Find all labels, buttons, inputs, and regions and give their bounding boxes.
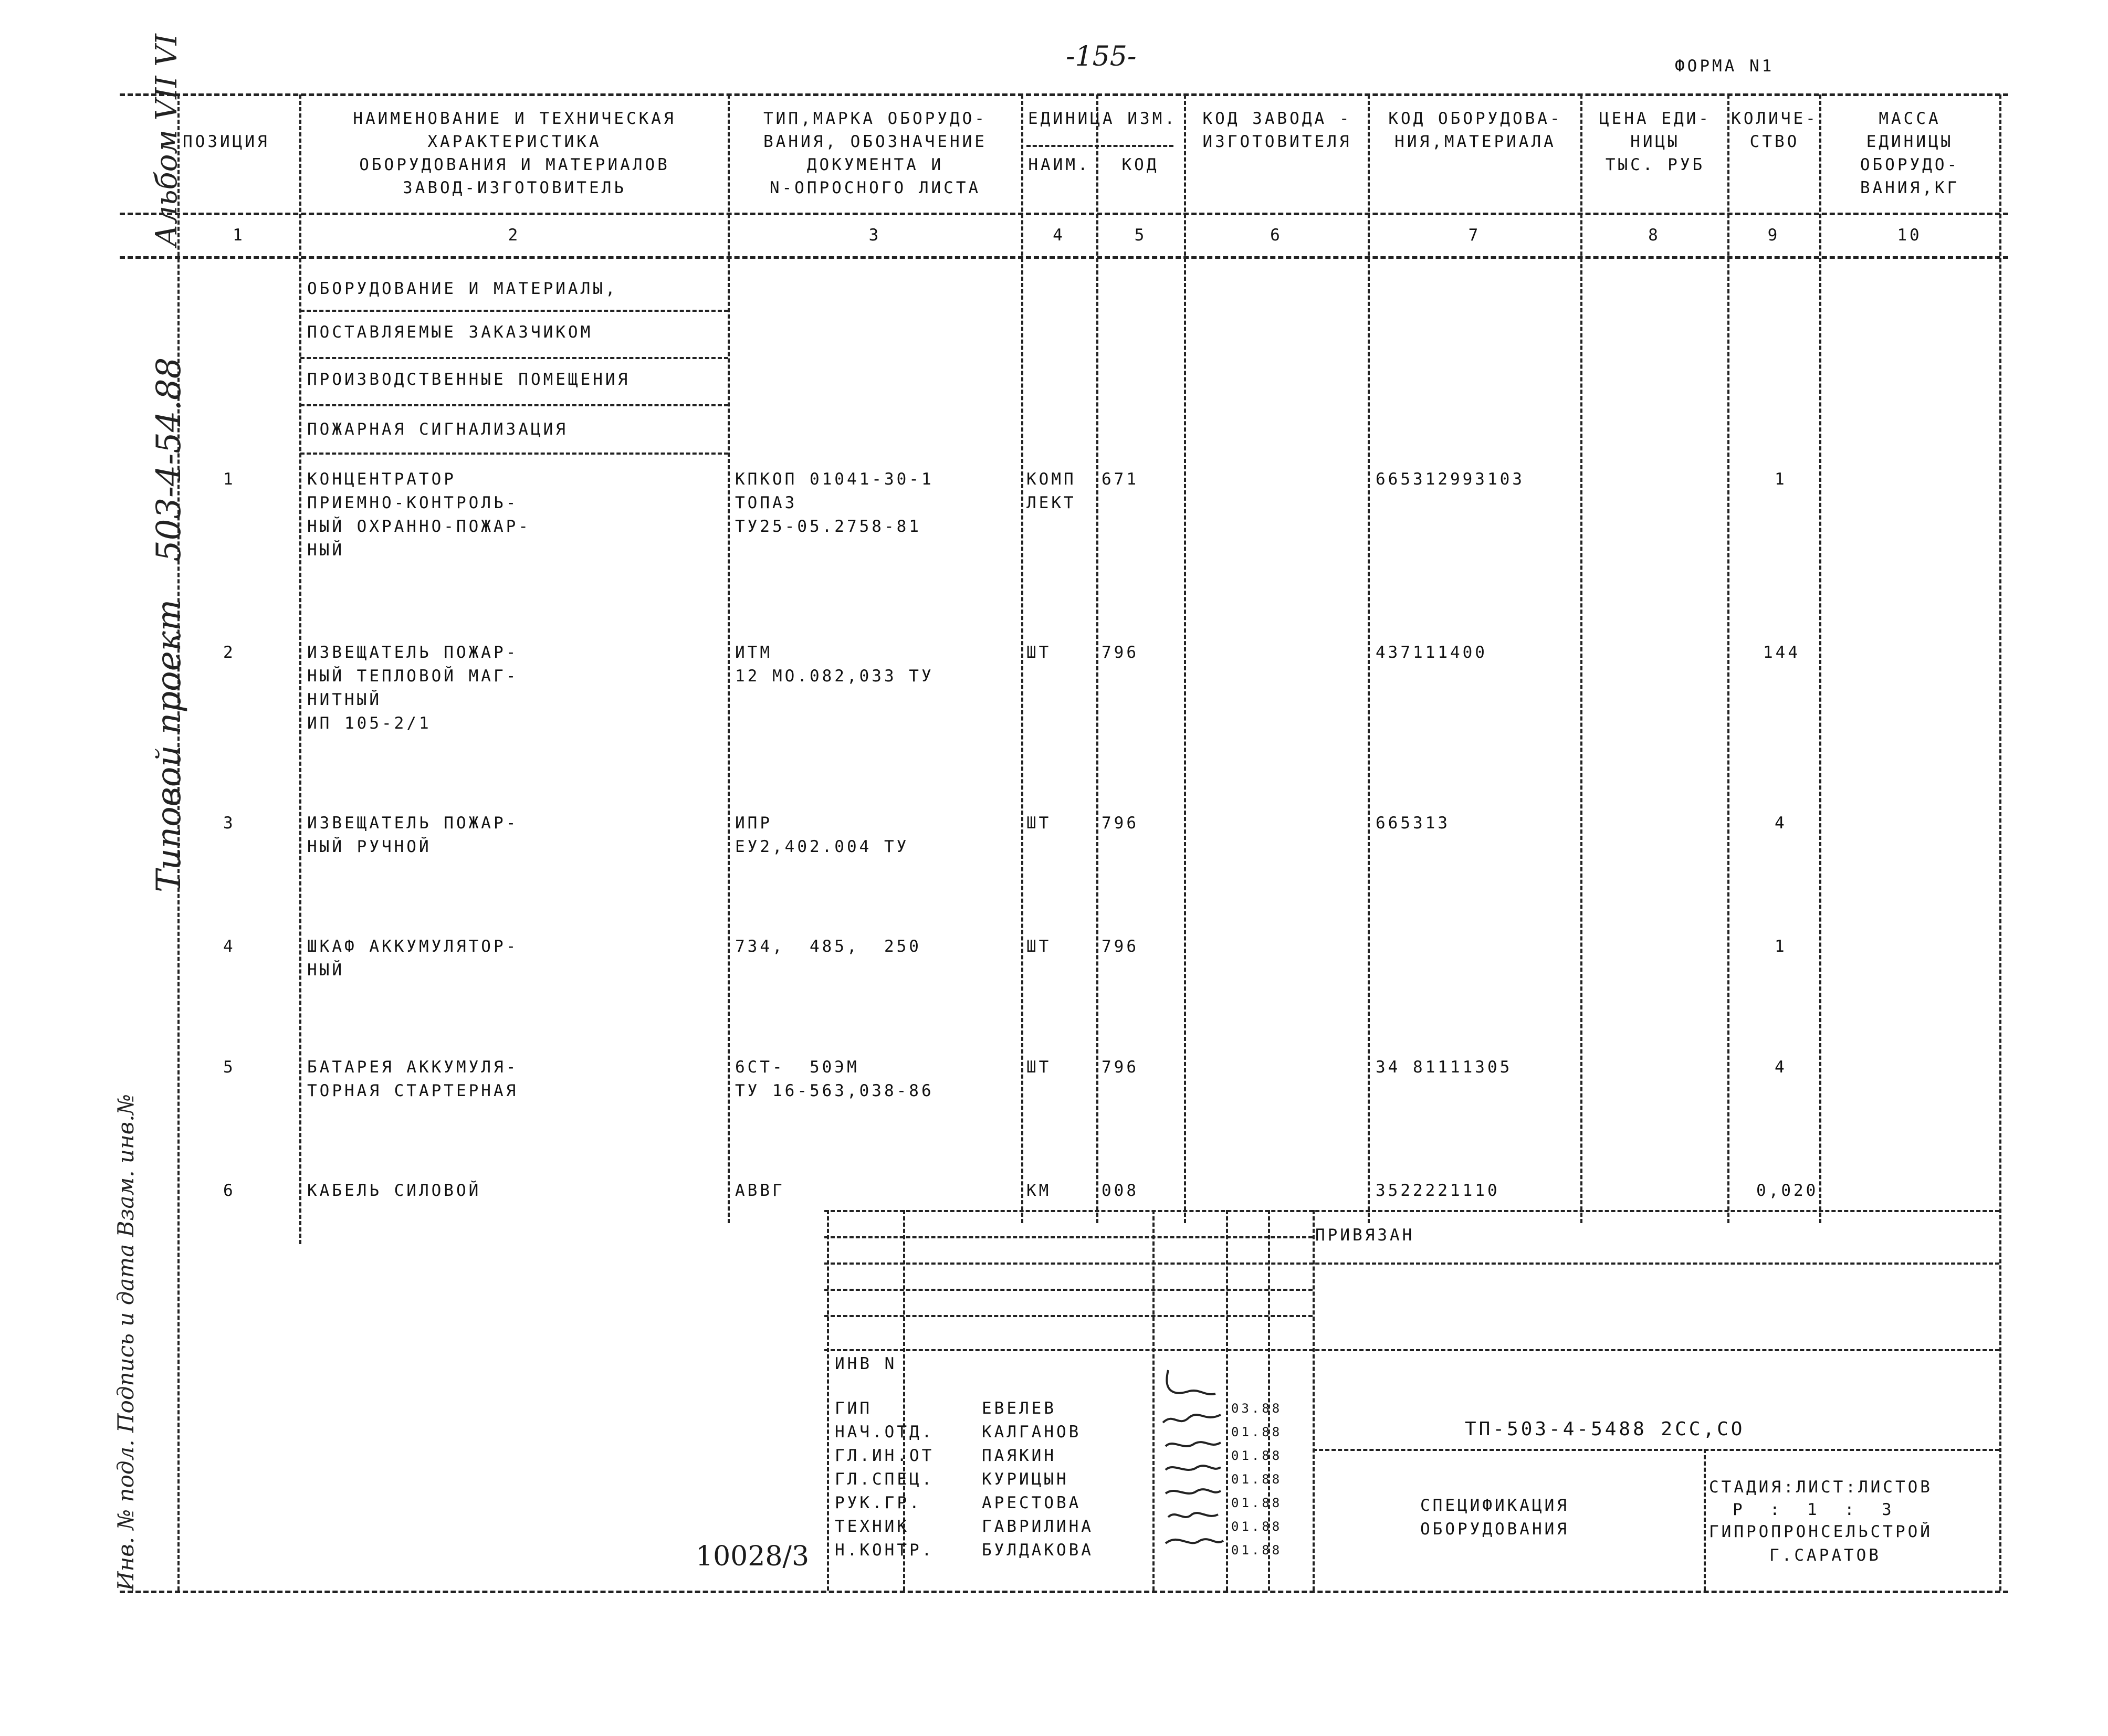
colnum-5: 5 [1134,226,1147,245]
section-divider-3 [300,404,728,406]
tb-line-6 [824,1349,1999,1351]
colnum-bottom-line [120,256,2008,259]
row4-type-1: 734, 485, 250 [735,937,921,956]
header-col5: КОД [1121,155,1159,174]
signer-name-5: АРЕСТОВА [982,1493,1082,1512]
header-col10-line1: МАССА [1879,109,1941,128]
doc-title-1: СПЕЦИФИКАЦИЯ [1420,1496,1569,1515]
col-sep-6 [1368,94,1370,1223]
row1-pos: 1 [223,470,236,489]
signer-date-5: 01.88 [1231,1496,1283,1510]
row3-name-2: НЫЙ РУЧНОЙ [307,837,432,856]
stage-values: Р : 1 : 3 [1733,1500,1894,1519]
row2-qty: 144 [1763,643,1800,662]
tb-inv-label: ИНВ N [835,1354,897,1373]
row3-qty: 4 [1775,814,1787,833]
section-divider-1 [300,310,728,312]
header-col7-line2: НИЯ,МАТЕРИАЛА [1394,132,1556,151]
frame-top-line [120,93,2008,96]
row3-name-1: ИЗВЕЩАТЕЛЬ ПОЖАР- [307,814,519,833]
row2-name-4: ИП 105-2/1 [307,714,432,733]
row1-type-2: ТОПАЗ [735,493,798,512]
row2-type-2: 12 МО.082,033 ТУ [735,667,934,686]
colnum-10: 10 [1897,226,1922,245]
header-col6-line1: КОД ЗАВОДА - [1202,109,1352,128]
header-col8-line1: ЦЕНА ЕДИ- [1599,109,1711,128]
row1-type-1: КПКОП 01041-30-1 [735,470,934,489]
header-col10-line4: ВАНИЯ,КГ [1860,178,1960,197]
tb-line-3 [824,1262,1999,1265]
header-col3-line4: N-ОПРОСНОГО ЛИСТА [769,178,981,197]
signer-name-3: ПАЯКИН [982,1446,1056,1465]
row2-pos: 2 [223,643,236,662]
row6-code: 008 [1102,1181,1139,1200]
section-divider-4 [300,453,728,455]
row5-code: 796 [1102,1058,1139,1077]
row6-unit-1: КМ [1026,1181,1052,1200]
signer-role-1: ГИП [835,1399,872,1418]
row1-equip-code: 665312993103 [1376,470,1525,489]
tb-vsep-0 [827,1210,829,1591]
form-label: ФОРМА N1 [1675,57,1775,76]
row4-unit-1: ШТ [1026,937,1052,956]
frame-bottom-line [120,1591,2008,1593]
header-col4: НАИМ. [1028,155,1090,174]
row6-qty: 0,020 [1756,1181,1819,1200]
header-col9-line1: КОЛИЧЕ- [1731,109,1818,128]
page-number: -155- [1066,41,1137,72]
header-col2-line2: ХАРАКТЕРИСТИКА [427,132,602,151]
row6-pos: 6 [223,1181,236,1200]
archive-number: 10028/3 [696,1541,810,1572]
header-col2-line3: ОБОРУДОВАНИЯ И МАТЕРИАЛОВ [359,155,670,174]
colnum-9: 9 [1767,226,1780,245]
signer-name-6: ГАВРИЛИНА [982,1517,1094,1536]
row5-equip-code: 34 81111305 [1376,1058,1513,1077]
section-title-2: ПОСТАВЛЯЕМЫЕ ЗАКАЗЧИКОМ [307,323,593,342]
colnum-4: 4 [1053,226,1065,245]
row1-unit-2: ЛЕКТ [1026,493,1076,512]
col-sep-1 [299,94,301,1244]
row5-pos: 5 [223,1058,236,1077]
row2-name-1: ИЗВЕЩАТЕЛЬ ПОЖАР- [307,643,519,662]
colnum-7: 7 [1468,226,1481,245]
row5-type-1: 6СТ- 50ЭМ [735,1058,859,1077]
header-col10-line3: ОБОРУДО- [1860,155,1960,174]
header-col45: ЕДИНИЦА ИЗМ. [1028,109,1177,128]
section-title-4: ПОЖАРНАЯ СИГНАЛИЗАЦИЯ [307,420,568,439]
signer-name-4: КУРИЦЫН [982,1470,1069,1489]
header-col3-line2: ВАНИЯ, ОБОЗНАЧЕНИЕ [763,132,987,151]
row2-type-1: ИТМ [735,643,772,662]
colnum-3: 3 [868,226,882,245]
signer-role-6: ТЕХНИК [835,1517,909,1536]
signer-date-2: 01.88 [1231,1425,1283,1439]
row1-name-3: НЫЙ ОХРАННО-ПОЖАР- [307,517,531,536]
tb-line-4 [824,1289,1313,1291]
row2-equip-code: 437111400 [1376,643,1487,662]
row4-name-2: НЫЙ [307,961,344,980]
row1-code: 671 [1102,470,1139,489]
signer-role-2: НАЧ.ОТД. [835,1423,935,1442]
header-col6-line2: ИЗГОТОВИТЕЛЯ [1202,132,1352,151]
album-label: Альбом VII VI [150,34,184,247]
row3-code: 796 [1102,814,1139,833]
header-col7-line1: КОД ОБОРУДОВА- [1388,109,1562,128]
col-sep-10 [1999,94,2001,1591]
section-title-1: ОБОРУДОВАНИЕ И МАТЕРИАЛЫ, [307,279,618,298]
row5-qty: 4 [1775,1058,1787,1077]
doc-title-2: ОБОРУДОВАНИЯ [1420,1520,1569,1539]
row5-type-2: ТУ 16-563,038-86 [735,1081,934,1100]
row2-unit-1: ШТ [1026,643,1052,662]
signer-date-3: 01.88 [1231,1448,1283,1463]
tb-line-2 [824,1236,1313,1238]
signer-role-5: РУК.ГР. [835,1493,922,1512]
tb-vsep-5 [1313,1210,1315,1591]
colnum-6: 6 [1270,226,1283,245]
signer-name-2: КАЛГАНОВ [982,1423,1082,1442]
signer-name-7: БУЛДАКОВА [982,1541,1094,1560]
row4-code: 796 [1102,937,1139,956]
signer-date-1: 03.88 [1231,1401,1283,1416]
row3-equip-code: 665313 [1376,814,1450,833]
doc-code: ТП-503-4-5488 2СС,СО [1465,1418,1745,1440]
row4-name-1: ШКАФ АККУМУЛЯТОР- [307,937,519,956]
signer-role-3: ГЛ.ИН.ОТ [835,1446,935,1465]
tb-vsep-2 [1152,1210,1155,1591]
signer-date-7: 01.88 [1231,1543,1283,1558]
row2-name-3: НИТНЫЙ [307,690,382,709]
row3-pos: 3 [223,814,236,833]
row5-unit-1: ШТ [1026,1058,1052,1077]
tb-vsep-6 [1704,1449,1706,1591]
row1-unit-1: КОМП [1026,470,1076,489]
project-code: 503-4-54.88 [150,357,188,562]
signer-role-4: ГЛ.СПЕЦ. [835,1470,935,1489]
signer-name-1: ЕВЕЛЕВ [982,1399,1056,1418]
header-col2-line1: НАИМЕНОВАНИЕ И ТЕХНИЧЕСКАЯ [353,109,676,128]
row3-unit-1: ШТ [1026,814,1052,833]
row1-name-1: КОНЦЕНТРАТОР [307,470,456,489]
row6-type-1: АВВГ [735,1181,785,1200]
col-sep-9 [1819,94,1821,1223]
header-col1: ПОЗИЦИЯ [183,132,270,151]
tb-line-7 [1313,1449,1999,1451]
row2-code: 796 [1102,643,1139,662]
row4-pos: 4 [223,937,236,956]
header-col8-line2: НИЦЫ [1630,132,1680,151]
row6-equip-code: 3522221110 [1376,1181,1500,1200]
row6-name-1: КАБЕЛЬ СИЛОВОЙ [307,1181,481,1200]
col-sep-2 [728,94,730,1223]
stage-header: СТАДИЯ:ЛИСТ:ЛИСТОВ [1709,1478,1933,1497]
tb-vsep-3 [1226,1210,1228,1591]
col-sep-5 [1184,94,1186,1223]
row1-type-3: ТУ25-05.2758-81 [735,517,921,536]
col-sep-7 [1580,94,1582,1223]
header-col3-line3: ДОКУМЕНТА И [806,155,944,174]
header-col3-line1: ТИП,МАРКА ОБОРУДО- [763,109,987,128]
row5-name-2: ТОРНАЯ СТАРТЕРНАЯ [307,1081,519,1100]
row3-type-2: ЕУ2,402.004 ТУ [735,837,909,856]
signer-date-4: 01.88 [1231,1472,1283,1487]
col-sep-8 [1727,94,1729,1223]
unit-subheader-line [1026,145,1173,147]
org-name: ГИПРОПРОНСЕЛЬСТРОЙ [1709,1522,1933,1541]
row1-qty: 1 [1775,470,1787,489]
col-sep-3 [1021,94,1023,1223]
col-sep-0 [177,94,180,1591]
signer-role-7: Н.КОНТР. [835,1541,935,1560]
row2-name-2: НЫЙ ТЕПЛОВОЙ МАГ- [307,667,519,686]
row4-qty: 1 [1775,937,1787,956]
col-sep-4 [1096,94,1098,1223]
tb-attached: ПРИВЯЗАН [1315,1226,1415,1245]
section-divider-2 [300,357,728,359]
signer-date-6: 01.88 [1231,1519,1283,1534]
row5-name-1: БАТАРЕЯ АККУМУЛЯ- [307,1058,519,1077]
colnum-1: 1 [233,226,245,245]
header-col10-line2: ЕДИНИЦЫ [1866,132,1954,151]
tb-line-1 [824,1210,1999,1212]
header-bottom-line [120,213,2008,215]
row1-name-2: ПРИЕМНО-КОНТРОЛЬ- [307,493,519,512]
header-col9-line2: СТВО [1749,132,1800,151]
colnum-2: 2 [508,226,521,245]
project-type: Типовой проект [150,599,188,892]
row1-name-4: НЫЙ [307,541,344,560]
stamp-labels: Инв. № подл. Подпись и дата Взам. инв.№ [113,1093,139,1591]
signature-marks [1158,1360,1226,1570]
colnum-8: 8 [1648,226,1661,245]
section-title-3: ПРОИЗВОДСТВЕННЫЕ ПОМЕЩЕНИЯ [307,370,631,389]
header-col2-line4: ЗАВОД-ИЗГОТОВИТЕЛЬ [403,178,626,197]
tb-line-5 [824,1315,1313,1317]
org-city: Г.САРАТОВ [1769,1546,1881,1565]
header-col8-line3: ТЫС. РУБ [1605,155,1705,174]
row3-type-1: ИПР [735,814,772,833]
